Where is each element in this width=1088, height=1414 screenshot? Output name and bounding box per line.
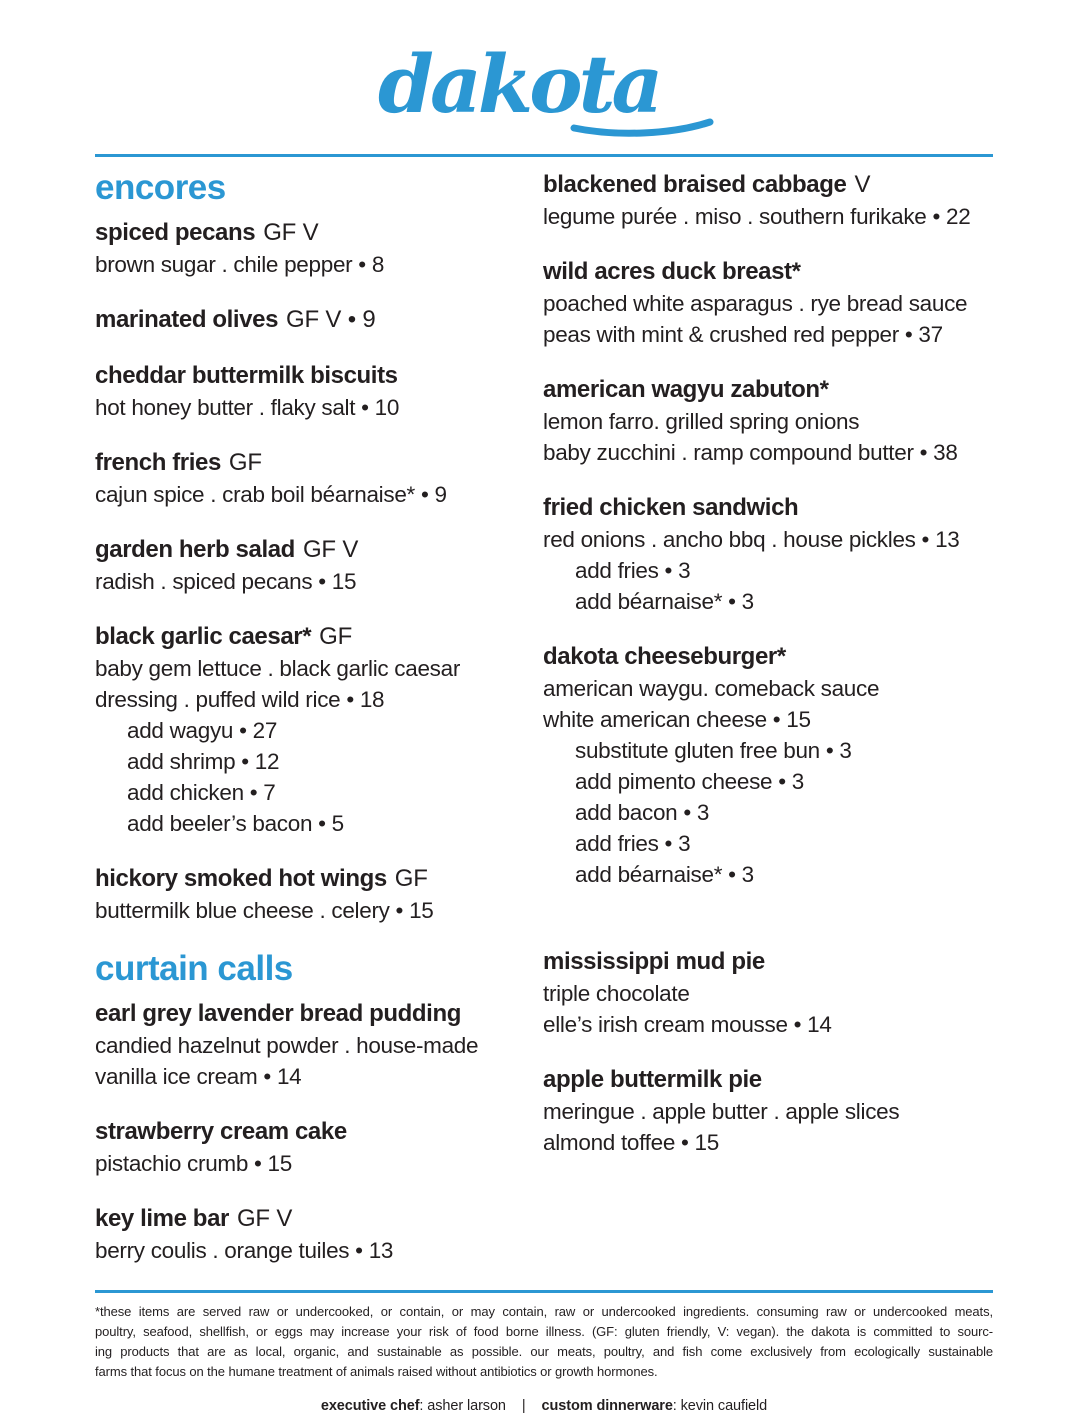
item-name: key lime bar [95,1205,229,1232]
menu-item [95,998,543,1092]
item-name: mississippi mud pie [543,948,765,975]
item-addon-line: add béarnaise* • 3 [575,862,754,887]
menu-item [95,1116,543,1179]
item-desc-line: berry coulis . orange tuiles • 13 [95,1238,394,1263]
item-title [95,1203,543,1235]
menu-item [95,621,543,839]
menu-column-right [543,169,993,1182]
item-desc-line: baby zucchini . ramp compound butter • 38 [543,440,958,465]
logo-text: dakota [378,37,660,131]
item-desc-line: triple chocolate [543,981,690,1006]
item-desc-line: buttermilk blue cheese . celery • 15 [95,898,434,923]
item-name: blackened braised cabbage [543,171,847,198]
item-addon-line: add shrimp • 12 [127,749,280,774]
item-addon-line: add fries • 3 [575,831,691,856]
item-tags: GF V [236,1205,293,1232]
logo [95,36,993,146]
item-addon-line: add béarnaise* • 3 [575,589,754,614]
item-addon-line: add pimento cheese • 3 [575,769,804,794]
item-name: black garlic caesar* [95,623,312,650]
item-title [543,946,993,978]
item-title [543,1064,993,1096]
disclaimer-line: *these items are served raw or undercooked, or contain, or may contain, raw or undercooked ingredients. consuming raw or undercooked meats, [95,1304,993,1319]
item-tags: GF V [302,536,359,563]
item-desc-line: white american cheese • 15 [543,707,811,732]
dakota-logo [374,36,714,144]
credit-role-custom-dinnerware: custom dinnerware [541,1398,673,1414]
item-desc-line: baby gem lettuce . black garlic caesar [95,656,461,681]
header-divider [95,154,993,157]
item-addon-line: add bacon • 3 [575,800,710,825]
footer-divider [95,1290,993,1293]
item-addon-line: add chicken • 7 [127,780,276,805]
menu-item [543,1064,993,1158]
encores-item-list [95,217,543,926]
item-name: marinated olives [95,306,279,333]
item-title [543,169,993,201]
item-addon-line: substitute gluten free bun • 3 [575,738,852,763]
item-desc-line: pistachio crumb • 15 [95,1151,292,1176]
menu-item [543,374,993,468]
item-title [95,534,543,566]
item-name: earl grey lavender bread pudding [95,1000,461,1027]
item-desc-line: almond toffee • 15 [543,1130,719,1155]
item-name: strawberry cream cake [95,1118,347,1145]
item-desc-line: poached white asparagus . rye bread sauce [543,291,968,316]
item-desc-line: american waygu. comeback sauce [543,676,880,701]
item-desc-line: hot honey butter . flaky salt • 10 [95,395,400,420]
item-name: dakota cheeseburger* [543,643,786,670]
desserts-item-list [543,946,993,1158]
item-title [95,360,543,392]
menu-item [543,946,993,1040]
item-desc-line: cajun spice . crab boil béarnaise* • 9 [95,482,447,507]
item-addon-line: add fries • 3 [575,558,691,583]
item-name: apple buttermilk pie [543,1066,762,1093]
item-name: wild acres duck breast* [543,258,801,285]
credit-role-executive-chef: executive chef [320,1398,420,1414]
item-name: cheddar buttermilk biscuits [95,362,398,389]
item-tags: GF [228,449,262,476]
item-desc-line: candied hazelnut powder . house-made [95,1033,479,1058]
item-tags: V [854,171,871,198]
menu-item [543,641,993,890]
item-name: garden herb salad [95,536,295,563]
item-title [543,256,993,288]
item-desc-line: brown sugar . chile pepper • 8 [95,252,385,277]
menu-item [95,534,543,597]
item-title [95,447,543,479]
item-tags: GF [319,623,353,650]
item-desc-line: peas with mint & crushed red pepper • 37 [543,322,943,347]
curtain-calls-item-list [95,998,543,1266]
disclaimer-line: poultry, seafood, shellfish, or eggs may increase your risk of food borne illness. (GF: gluten friendly, V: vegan). the dakota is committed to sourc- [95,1324,993,1339]
item-desc-line: legume purée . miso . southern furikake • 22 [543,204,971,229]
item-tags: GF [394,865,428,892]
item-addon-line: add wagyu • 27 [127,718,278,743]
item-desc-line: dressing . puffed wild rice • 18 [95,687,385,712]
item-title [95,217,543,249]
item-title [95,304,543,336]
menu-item [543,256,993,350]
menu-item [95,863,543,926]
credits [95,1398,993,1414]
item-name: hickory smoked hot wings [95,865,387,892]
item-name: american wagyu zabuton* [543,376,829,403]
item-title [95,998,543,1030]
item-title [95,863,543,895]
credit-name-custom-dinnerware: : kevin caufield [672,1398,768,1414]
credit-name-executive-chef: : asher larson [419,1398,506,1414]
item-title [95,621,543,653]
item-tags: GF V • 9 [286,306,376,333]
menu-item [95,217,543,280]
section-heading-encores: encores [95,168,226,207]
item-name: french fries [95,449,221,476]
item-title [95,1116,543,1148]
item-desc-line: red onions . ancho bbq . house pickles • 13 [543,527,960,552]
item-name: spiced pecans [95,219,256,246]
menu-body [95,169,993,1290]
mains-item-list [543,169,993,890]
item-desc-line: elle’s irish cream mousse • 14 [543,1012,832,1037]
credit-separator: | [521,1398,526,1414]
item-desc-line: lemon farro. grilled spring onions [543,409,860,434]
menu-item [95,360,543,423]
item-name: fried chicken sandwich [543,494,799,521]
menu-item [543,169,993,232]
item-desc-line: vanilla ice cream • 14 [95,1064,302,1089]
item-title [543,492,993,524]
disclaimer [95,1302,993,1382]
item-title [543,374,993,406]
menu-column-left [95,169,543,1290]
menu-item [95,447,543,510]
disclaimer-line: farms that focus on the humane treatment of animals raised without antibiotics or growth hormones. [95,1364,658,1379]
header [95,36,993,157]
disclaimer-line: ing products that are as local, organic, and sustainable as possible. our meats, poultry, and fish come exclusively from ecologically sustainable [95,1344,993,1359]
item-desc-line: meringue . apple butter . apple slices [543,1099,900,1124]
item-desc-line: radish . spiced pecans • 15 [95,569,357,594]
footer [95,1290,993,1414]
section-heading-curtain-calls: curtain calls [95,949,293,988]
item-addon-line: add beeler’s bacon • 5 [127,811,344,836]
menu-item [543,492,993,617]
menu-item [95,304,543,336]
menu-item [95,1203,543,1266]
item-title [543,641,993,673]
item-tags: GF V [263,219,319,246]
